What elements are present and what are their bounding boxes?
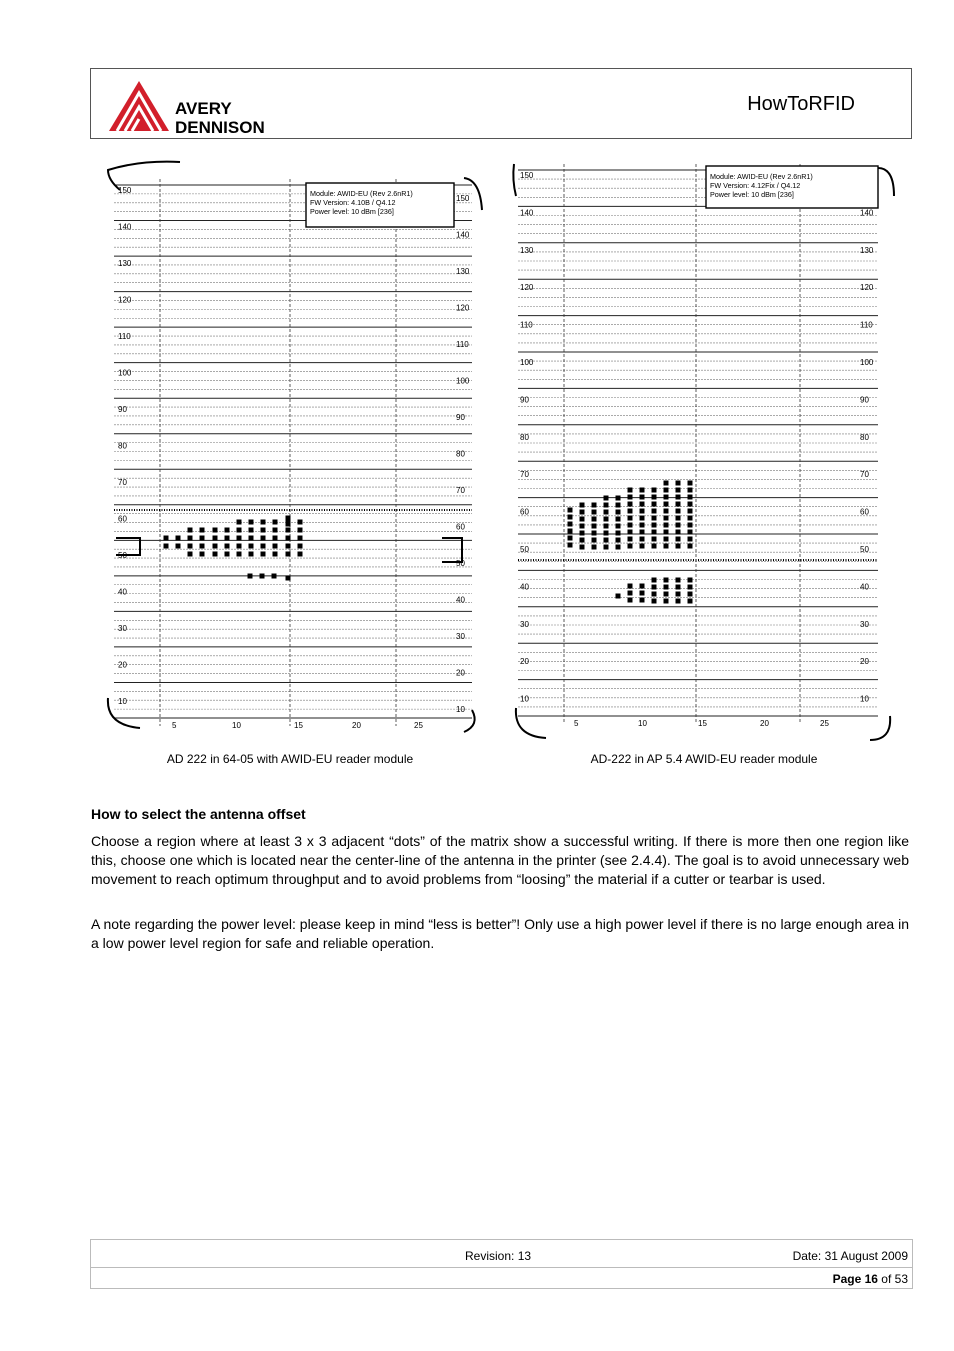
- page-total: of 53: [877, 1272, 908, 1286]
- write-success-dot: [249, 536, 254, 541]
- write-success-dot: [200, 552, 205, 557]
- x-tick-label: 25: [414, 721, 423, 730]
- write-success-dot: [213, 528, 218, 533]
- write-success-dot: [628, 544, 633, 549]
- y-tick-label-left: 10: [118, 697, 127, 707]
- write-success-dot: [273, 536, 278, 541]
- write-success-dot: [688, 509, 693, 514]
- write-success-dot: [286, 522, 291, 527]
- figure-right-scan: [510, 160, 896, 742]
- write-success-dot: [640, 509, 645, 514]
- section-heading: How to select the antenna offset: [91, 806, 306, 822]
- write-success-dot: [640, 537, 645, 542]
- y-tick-label-right: 100: [860, 357, 874, 367]
- write-success-dot: [676, 481, 681, 486]
- write-success-dot: [200, 544, 205, 549]
- write-success-dot: [676, 495, 681, 500]
- write-success-dot: [652, 523, 657, 528]
- y-tick-label-right: 40: [860, 582, 869, 592]
- write-success-dot: [213, 552, 218, 557]
- write-success-dot: [261, 520, 266, 525]
- write-success-dot: [640, 502, 645, 507]
- write-success-dot: [237, 528, 242, 533]
- logo-line2: DENNISON: [175, 118, 265, 135]
- y-tick-label-right: 70: [860, 470, 869, 480]
- write-success-dot: [652, 509, 657, 514]
- y-tick-label-left: 40: [118, 587, 127, 597]
- write-success-dot: [248, 574, 253, 579]
- y-tick-label-left: 60: [520, 507, 529, 517]
- x-tick-label: 20: [352, 721, 361, 730]
- y-tick-label-left: 130: [520, 245, 534, 255]
- write-success-dot: [688, 592, 693, 597]
- write-success-dot: [664, 495, 669, 500]
- write-success-dot: [286, 528, 291, 533]
- y-tick-label-left: 60: [118, 514, 127, 524]
- write-success-dot: [664, 530, 669, 535]
- write-success-dot: [652, 599, 657, 604]
- bracket-mark: [464, 710, 475, 732]
- write-success-dot: [568, 543, 573, 548]
- y-tick-label-right: 90: [456, 413, 465, 423]
- page-footer: [90, 1239, 913, 1289]
- page-current: Page 16: [832, 1272, 878, 1286]
- page-header: [90, 68, 912, 139]
- figure-left-scan: [100, 150, 484, 740]
- write-success-dot: [628, 530, 633, 535]
- write-success-dot: [580, 503, 585, 508]
- write-success-dot: [640, 495, 645, 500]
- y-tick-label-right: 50: [860, 544, 869, 554]
- y-tick-label-right: 20: [860, 657, 869, 667]
- write-success-dot: [188, 544, 193, 549]
- y-tick-label-right: 90: [860, 395, 869, 405]
- write-success-dot: [640, 488, 645, 493]
- paragraph-power-level: A note regarding the power level: please keep in mind “less is better”! Only use a high power level if there is no large enough area in a low power level region for safe and reliable operation.: [91, 916, 909, 951]
- y-tick-label-right: 150: [456, 194, 470, 203]
- write-success-dot: [237, 544, 242, 549]
- x-tick-label: 10: [638, 719, 647, 728]
- info-box-line: FW Version: 4.12Fix / Q4.12: [710, 181, 801, 190]
- write-success-dot: [676, 585, 681, 590]
- info-box-line: Module: AWID-EU (Rev 2.6nR1): [710, 172, 813, 181]
- write-success-dot: [676, 578, 681, 583]
- write-success-dot: [298, 528, 303, 533]
- write-success-dot: [652, 544, 657, 549]
- write-success-dot: [188, 552, 193, 557]
- bracket-mark: [878, 168, 894, 196]
- write-success-dot: [298, 536, 303, 541]
- write-success-dot: [237, 536, 242, 541]
- write-success-dot: [652, 516, 657, 521]
- write-success-dot: [580, 545, 585, 550]
- write-success-dot: [628, 502, 633, 507]
- y-tick-label-right: 140: [860, 208, 874, 218]
- write-success-dot: [286, 536, 291, 541]
- y-tick-label-left: 150: [520, 171, 534, 180]
- write-success-dot: [664, 481, 669, 486]
- write-success-dot: [237, 520, 242, 525]
- write-success-dot: [249, 520, 254, 525]
- write-success-dot: [628, 598, 633, 603]
- write-success-dot: [592, 517, 597, 522]
- write-success-dot: [664, 488, 669, 493]
- y-tick-label-left: 120: [118, 295, 132, 305]
- y-tick-label-left: 50: [520, 544, 529, 554]
- write-success-dot: [616, 503, 621, 508]
- write-success-dot: [676, 544, 681, 549]
- y-tick-label-right: 100: [456, 376, 470, 386]
- revision-text: Revision: 13: [465, 1249, 532, 1263]
- y-tick-label-right: 30: [456, 632, 465, 642]
- write-success-dot: [200, 528, 205, 533]
- write-success-dot: [213, 536, 218, 541]
- write-success-dot: [188, 528, 193, 533]
- write-success-dot: [628, 591, 633, 596]
- y-tick-label-right: 10: [860, 694, 869, 704]
- write-success-dot: [628, 509, 633, 514]
- write-success-dot: [652, 488, 657, 493]
- write-success-dot: [616, 531, 621, 536]
- write-success-dot: [688, 578, 693, 583]
- x-tick-label: 5: [574, 719, 579, 728]
- write-success-dot: [652, 578, 657, 583]
- write-success-dot: [664, 537, 669, 542]
- write-success-dot: [664, 578, 669, 583]
- y-tick-label-left: 20: [118, 660, 127, 670]
- y-tick-label-right: 50: [456, 559, 465, 569]
- write-success-dot: [688, 488, 693, 493]
- write-success-dot: [260, 574, 265, 579]
- write-success-dot: [592, 510, 597, 515]
- write-success-dot: [688, 537, 693, 542]
- bracket-mark: [516, 708, 546, 738]
- info-box-line: Module: AWID-EU (Rev 2.6nR1): [310, 189, 413, 198]
- write-success-dot: [664, 502, 669, 507]
- write-success-dot: [298, 520, 303, 525]
- y-tick-label-left: 30: [118, 624, 127, 634]
- write-success-dot: [604, 524, 609, 529]
- write-success-dot: [688, 502, 693, 507]
- write-success-dot: [176, 544, 181, 549]
- write-success-dot: [592, 545, 597, 550]
- y-tick-label-left: 90: [118, 405, 127, 415]
- write-success-dot: [273, 544, 278, 549]
- write-success-dot: [298, 544, 303, 549]
- y-tick-label-right: 80: [860, 432, 869, 442]
- info-box-line: Power level: 10 dBm [236]: [310, 207, 394, 216]
- write-success-dot: [652, 537, 657, 542]
- bracket-mark: [870, 716, 890, 740]
- write-success-dot: [580, 524, 585, 529]
- bracket-mark: [513, 164, 516, 196]
- write-success-dot: [628, 584, 633, 589]
- write-success-dot: [664, 516, 669, 521]
- write-success-dot: [568, 522, 573, 527]
- x-tick-label: 10: [232, 721, 241, 730]
- y-tick-label-left: 80: [118, 441, 127, 451]
- y-tick-label-right: 80: [456, 449, 465, 459]
- write-success-dot: [664, 585, 669, 590]
- write-success-dot: [176, 536, 181, 541]
- write-success-dot: [664, 592, 669, 597]
- write-success-dot: [688, 481, 693, 486]
- y-tick-label-left: 70: [520, 470, 529, 480]
- write-success-dot: [652, 585, 657, 590]
- write-success-dot: [628, 516, 633, 521]
- write-success-dot: [616, 538, 621, 543]
- write-success-dot: [688, 523, 693, 528]
- y-tick-label-left: 140: [118, 222, 132, 232]
- write-success-dot: [249, 528, 254, 533]
- write-success-dot: [676, 530, 681, 535]
- y-tick-label-right: 40: [456, 595, 465, 605]
- page-number: [833, 1272, 908, 1286]
- write-success-dot: [664, 509, 669, 514]
- write-success-dot: [286, 544, 291, 549]
- y-tick-label-right: 70: [456, 486, 465, 496]
- write-success-dot: [592, 524, 597, 529]
- write-success-dot: [676, 523, 681, 528]
- write-success-dot: [640, 584, 645, 589]
- y-tick-label-left: 70: [118, 478, 127, 488]
- write-success-dot: [628, 488, 633, 493]
- write-success-dot: [688, 599, 693, 604]
- y-tick-label-left: 10: [520, 694, 529, 704]
- write-success-dot: [225, 552, 230, 557]
- write-success-dot: [273, 520, 278, 525]
- write-success-dot: [664, 544, 669, 549]
- write-success-dot: [652, 530, 657, 535]
- write-success-dot: [200, 536, 205, 541]
- write-success-dot: [568, 536, 573, 541]
- write-success-dot: [640, 591, 645, 596]
- write-success-dot: [640, 516, 645, 521]
- y-tick-label-left: 20: [520, 657, 529, 667]
- write-success-dot: [237, 552, 242, 557]
- write-success-dot: [568, 508, 573, 513]
- write-success-dot: [580, 538, 585, 543]
- write-success-dot: [688, 585, 693, 590]
- write-success-dot: [616, 517, 621, 522]
- y-tick-label-right: 130: [860, 245, 874, 255]
- y-tick-label-right: 110: [860, 320, 873, 330]
- write-success-dot: [249, 544, 254, 549]
- write-success-dot: [273, 528, 278, 533]
- write-success-dot: [676, 537, 681, 542]
- write-success-dot: [286, 552, 291, 557]
- y-tick-label-left: 100: [520, 357, 534, 367]
- write-success-dot: [616, 524, 621, 529]
- y-tick-label-right: 120: [860, 283, 874, 293]
- write-success-dot: [676, 516, 681, 521]
- logo-line1: AVERY: [175, 99, 232, 118]
- write-success-dot: [286, 516, 291, 521]
- write-success-dot: [676, 488, 681, 493]
- write-success-dot: [604, 545, 609, 550]
- x-tick-label: 15: [698, 719, 707, 728]
- write-success-dot: [688, 530, 693, 535]
- write-success-dot: [640, 598, 645, 603]
- write-success-dot: [580, 517, 585, 522]
- write-success-dot: [604, 510, 609, 515]
- x-tick-label: 15: [294, 721, 303, 730]
- write-success-dot: [592, 531, 597, 536]
- write-success-dot: [640, 530, 645, 535]
- write-success-dot: [676, 592, 681, 597]
- x-tick-label: 25: [820, 719, 829, 728]
- write-success-dot: [688, 495, 693, 500]
- x-tick-label: 5: [172, 721, 177, 730]
- write-success-dot: [604, 517, 609, 522]
- y-tick-label-right: 120: [456, 303, 470, 313]
- header-title: HowToRFID: [747, 93, 855, 115]
- write-success-dot: [261, 552, 266, 557]
- avery-dennison-logo: [107, 79, 287, 135]
- figure-left-caption: AD 222 in 64-05 with AWID-EU reader module: [166, 752, 414, 766]
- write-success-dot: [592, 538, 597, 543]
- avery-triangle-icon: [109, 81, 169, 131]
- y-tick-label-left: 130: [118, 259, 132, 269]
- write-success-dot: [604, 531, 609, 536]
- write-success-dot: [628, 523, 633, 528]
- write-success-dot: [568, 515, 573, 520]
- y-tick-label-right: 110: [456, 340, 469, 350]
- write-success-dot: [164, 544, 169, 549]
- y-tick-label-left: 80: [520, 432, 529, 442]
- info-box-line: Power level: 10 dBm [236]: [710, 190, 794, 199]
- write-success-dot: [604, 538, 609, 543]
- write-success-dot: [676, 502, 681, 507]
- write-success-dot: [286, 576, 291, 581]
- write-success-dot: [580, 531, 585, 536]
- write-success-dot: [652, 495, 657, 500]
- write-success-dot: [568, 529, 573, 534]
- y-tick-label-left: 150: [118, 186, 132, 195]
- write-success-dot: [664, 599, 669, 604]
- write-success-dot: [592, 503, 597, 508]
- write-success-dot: [640, 523, 645, 528]
- write-success-dot: [652, 502, 657, 507]
- write-success-dot: [688, 516, 693, 521]
- write-success-dot: [261, 536, 266, 541]
- write-success-dot: [652, 592, 657, 597]
- date-text: Date: 31 August 2009: [792, 1249, 908, 1263]
- write-success-dot: [225, 536, 230, 541]
- y-tick-label-left: 40: [520, 582, 529, 592]
- write-success-dot: [213, 544, 218, 549]
- y-tick-label-right: 60: [456, 522, 465, 532]
- write-success-dot: [604, 496, 609, 501]
- write-success-dot: [249, 552, 254, 557]
- write-success-dot: [225, 528, 230, 533]
- write-success-dot: [664, 523, 669, 528]
- paragraph-antenna-region: Choose a region where at least 3 x 3 adjacent “dots” of the matrix show a successful writing. If there is more then one region like this, choose one which is located near the center-line of the antenna in the printer (see 2.4.4). The goal is to avoid unnecessary web movement to reach optimum throughput and to avoid problems from “loosing” the material if a cutter or tearbar is used.: [91, 833, 909, 887]
- write-success-dot: [676, 599, 681, 604]
- write-success-dot: [580, 510, 585, 515]
- y-tick-label-left: 50: [118, 551, 127, 561]
- y-tick-label-right: 30: [860, 619, 869, 629]
- x-tick-label: 20: [760, 719, 769, 728]
- write-success-dot: [298, 552, 303, 557]
- figure-right-caption: AD-222 in AP 5.4 AWID-EU reader module: [590, 752, 818, 766]
- write-success-dot: [640, 544, 645, 549]
- write-success-dot: [164, 536, 169, 541]
- write-success-dot: [604, 503, 609, 508]
- write-success-dot: [616, 496, 621, 501]
- write-success-dot: [688, 544, 693, 549]
- write-success-dot: [616, 545, 621, 550]
- y-tick-label-right: 60: [860, 507, 869, 517]
- write-success-dot: [676, 509, 681, 514]
- write-success-dot: [628, 495, 633, 500]
- y-tick-label-right: 130: [456, 267, 470, 277]
- y-tick-label-left: 30: [520, 619, 529, 629]
- write-success-dot: [628, 537, 633, 542]
- y-tick-label-left: 140: [520, 208, 534, 218]
- write-success-dot: [225, 544, 230, 549]
- y-tick-label-left: 110: [118, 332, 131, 342]
- write-success-dot: [188, 536, 193, 541]
- y-tick-label-left: 100: [118, 368, 132, 378]
- y-tick-label-right: 10: [456, 705, 465, 715]
- write-success-dot: [616, 510, 621, 515]
- write-success-dot: [272, 574, 277, 579]
- write-success-dot: [261, 544, 266, 549]
- info-box-line: FW Version: 4.10B / Q4.12: [310, 198, 396, 207]
- y-tick-label-left: 90: [520, 395, 529, 405]
- y-tick-label-left: 110: [520, 320, 533, 330]
- y-tick-label-right: 140: [456, 230, 470, 240]
- y-tick-label-left: 120: [520, 283, 534, 293]
- write-success-dot: [261, 528, 266, 533]
- write-success-dot: [616, 594, 621, 599]
- write-success-dot: [273, 552, 278, 557]
- y-tick-label-right: 20: [456, 668, 465, 678]
